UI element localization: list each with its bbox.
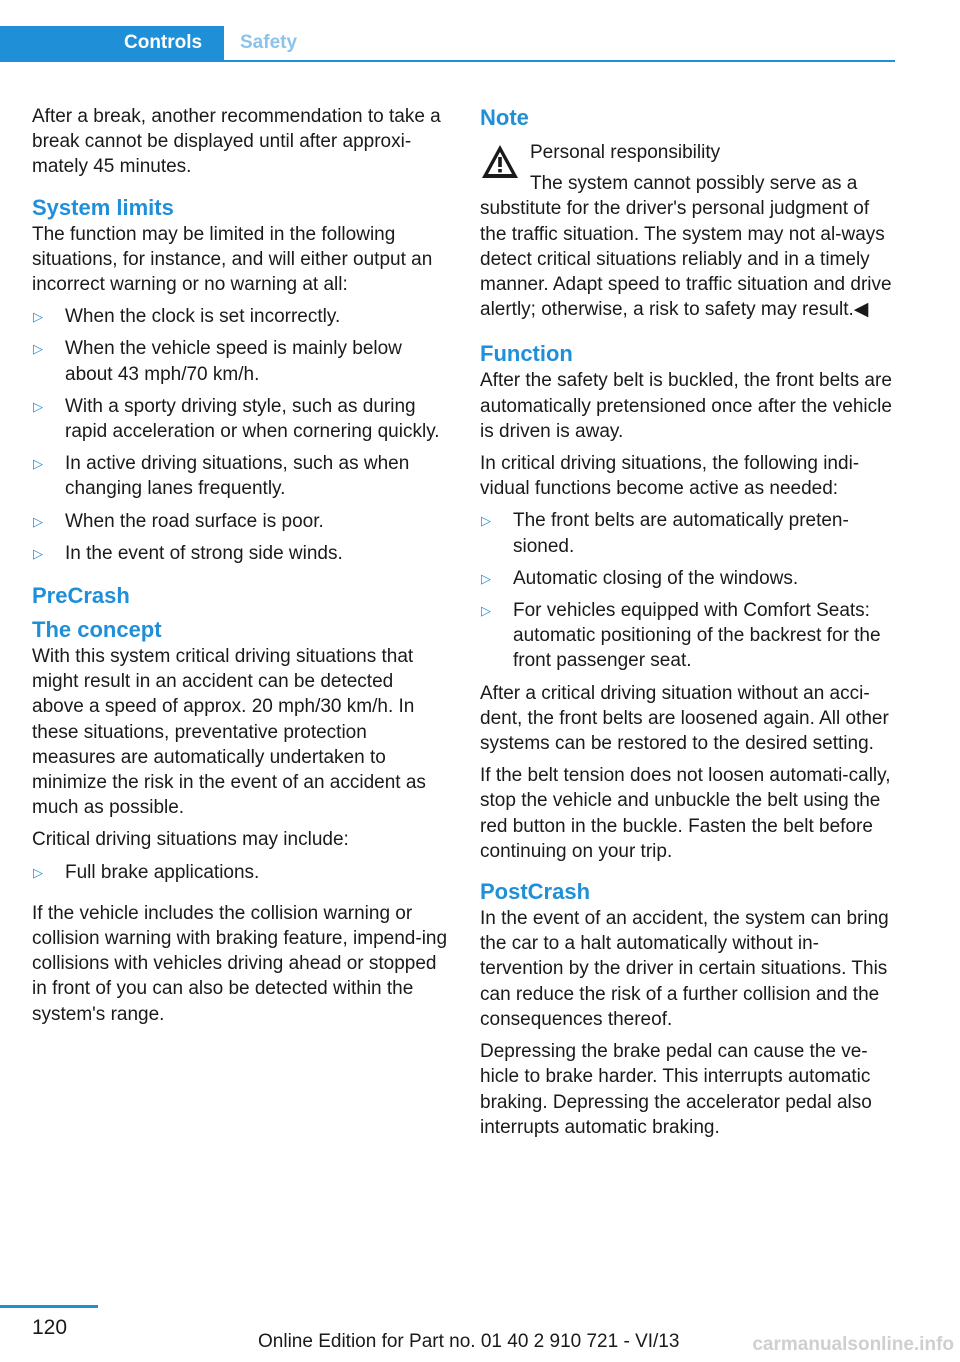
- watermark: carmanualsonline.info: [752, 1334, 954, 1355]
- list-item: ▷ When the vehicle speed is mainly below about 43 mph/70 km/h.: [33, 338, 402, 385]
- warning-triangle-icon: [480, 142, 520, 182]
- after-situation-paragraph: After a critical driving situation without an acci‐dent, the front belts are loosened again. All other systems can be restored to the desired setting.: [480, 682, 889, 755]
- system-limits-paragraph: The function may be limited in the following situations, for instance, and will either output an incorrect warning or no warning at all:: [32, 223, 433, 296]
- heading-postcrash: PostCrash: [480, 879, 591, 905]
- note-body: substitute for the driver's personal judgment of the traffic situation. The system may not al‐ways detect critical situations reliably and in a timely manner. Adapt speed to traffic situation and drive alertly; otherwise, a risk to safety may result.◀: [480, 198, 892, 321]
- function-paragraph: After the safety belt is buckled, the front belts are automatically pretensioned once after the vehicle is driven is away.: [480, 370, 892, 442]
- bullet-triangle-icon: ▷: [481, 513, 491, 529]
- list-item: ▷ With a sporty driving style, such as during rapid acceleration or when cornering quickly.: [33, 395, 440, 443]
- limits-list: [32, 304, 448, 566]
- critical-situations-paragraph: Critical driving situations may include:: [32, 829, 349, 851]
- postcrash-paragraph: In the event of an accident, the system can bring the car to a halt automatically without in‐tervention by the driver in certain situations. This can reduce the risk of a further collision and the consequences thereof.: [480, 908, 889, 1030]
- list-item: ▷ When the clock is set incorrectly.: [32, 304, 448, 329]
- bullet-triangle-icon: ▷: [33, 398, 43, 414]
- heading-the-concept: The concept: [32, 617, 162, 643]
- list-item: ▷ Full brake applications.: [32, 860, 448, 885]
- list-item: ▷ In the event of strong side winds.: [32, 541, 448, 566]
- list-item: ▷ In active driving situations, such as when changing lanes frequently.: [33, 453, 410, 500]
- critical-list: [32, 860, 448, 885]
- list-item: ▷ For vehicles equipped with Comfort Seats: automatic positioning of the backrest for the front passenger seat.: [481, 600, 881, 672]
- bullet-triangle-icon: ▷: [33, 864, 43, 880]
- bullet-triangle-icon: ▷: [481, 570, 491, 586]
- note-title: Note: [480, 105, 529, 130]
- tab-controls[interactable]: Controls: [0, 26, 224, 60]
- footer-divider: [0, 1305, 98, 1308]
- list-item: ▷ The front belts are automatically preten‐sioned.: [481, 510, 849, 557]
- heading-function: Function: [480, 341, 573, 367]
- function-paragraph-2: In critical driving situations, the following indi‐vidual functions become active as needed:: [480, 453, 860, 500]
- intro-paragraph: After a break, another recommendation to take a break cannot be displayed until after approxi‐mately 45 minutes.: [32, 106, 441, 178]
- left-column: [32, 104, 448, 1034]
- bullet-triangle-icon: ▷: [33, 309, 43, 325]
- bullet-triangle-icon: ▷: [33, 456, 43, 472]
- collision-warning-paragraph: If the vehicle includes the collision warning or collision warning with braking feature, impend‐ing collisions with vehicles driving ahead or stopped in front of you can also be detected within the system's range.: [32, 902, 448, 1025]
- list-item: ▷ When the road surface is poor.: [32, 509, 448, 534]
- tab-safety[interactable]: Safety: [240, 32, 298, 53]
- edition-info: Online Edition for Part no. 01 40 2 910 721 - VI/13: [258, 1331, 680, 1352]
- bullet-triangle-icon: ▷: [33, 545, 43, 561]
- bullet-triangle-icon: ▷: [481, 603, 491, 619]
- function-list: [480, 508, 898, 673]
- note-heading: Personal responsibility: [530, 142, 721, 163]
- right-column: [480, 104, 898, 1147]
- belt-tension-paragraph: If the belt tension does not loosen automati‐cally, stop the vehicle and unbuckle the belt using the red button in the buckle. Fasten the belt before continuing on your trip.: [480, 765, 891, 862]
- note-first-line: The system cannot possibly serve as a: [530, 173, 858, 195]
- list-item: ▷ Automatic closing of the windows.: [480, 566, 898, 591]
- section-tabbar: [0, 26, 895, 62]
- bullet-triangle-icon: ▷: [33, 341, 43, 357]
- heading-system-limits: System limits: [32, 194, 174, 220]
- brake-pedal-paragraph: Depressing the brake pedal can cause the ve‐hicle to brake harder. This interrupts automatic braking. Depressing the accelerator pedal also interrupts automatic braking.: [480, 1041, 872, 1138]
- concept-paragraph: With this system critical driving situations that might result in an accident can be detected above a speed of approx. 20 mph/30 km/h. In these situations, preventative protection measures are automatically undertaken to minimize the risk in the event of an accident as much as possible.: [32, 646, 426, 819]
- page-number: 120: [32, 1316, 68, 1339]
- heading-precrash: PreCrash: [32, 583, 130, 609]
- bullet-triangle-icon: ▷: [33, 513, 43, 529]
